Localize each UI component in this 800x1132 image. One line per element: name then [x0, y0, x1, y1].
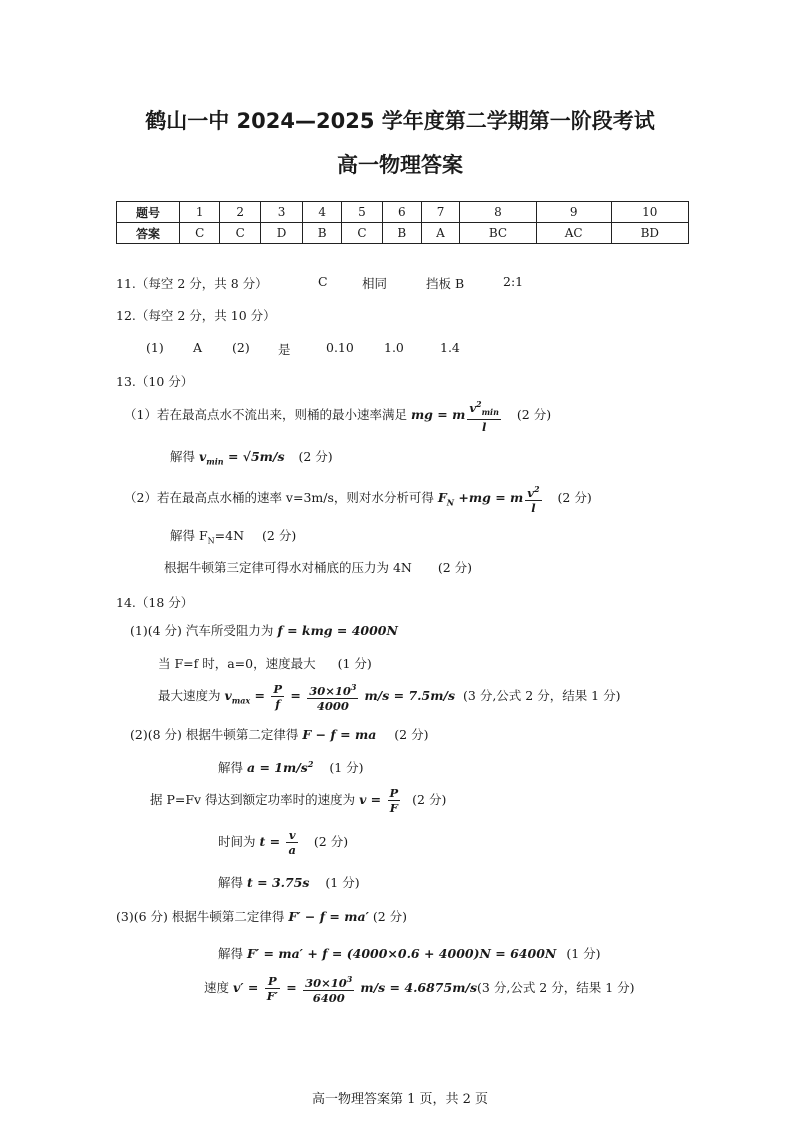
table-cell: 10	[611, 202, 688, 223]
q14-p1-result: m/s = 7.5m/s	[364, 687, 456, 703]
table-cell: BC	[460, 223, 536, 244]
q14-p2-line-2-score: (1 分)	[329, 760, 364, 775]
table-cell: C	[180, 223, 220, 244]
q12-answer-5: 1.4	[440, 340, 460, 355]
table-cell: 2	[220, 202, 260, 223]
fraction-denominator: l	[531, 500, 536, 515]
q13-p2-third-law: 根据牛顿第三定律可得水对桶底的压力为 4N (2 分)	[164, 560, 473, 575]
q13-p1-solution: 解得 $v_{min} = √5m/s$ (2 分)	[170, 449, 333, 467]
q13-p1-solution-score: (2 分)	[298, 449, 333, 464]
q12-heading: 12.（每空 2 分，共 10 分）	[116, 308, 276, 323]
q11-answer-2: 相同	[362, 276, 388, 291]
q12-answer-1: A	[193, 340, 203, 355]
q14-p1-line-3-score: (3 分,公式 2 分，结果 1 分)	[463, 687, 621, 703]
q13-p1-text: （1）若在最高点水不流出来，则桶的最小速率满足	[124, 407, 407, 423]
q13-p2-solution: 解得 $F_N=4N$ (2 分)	[170, 528, 297, 546]
table-cell: 1	[180, 202, 220, 223]
q14-p1-line-3: 最大速度为 $v_{max}$ = $\frac{P}{f}$ = $\frac{30\times 10^3}{4000}$ m/s = 7.5m/s (3 分,公式 2 分，结果 1 分)	[158, 681, 621, 713]
fraction-numerator: $v^2_{min}$	[467, 397, 501, 420]
table-cell: A	[421, 223, 459, 244]
q14-p2-line-4-score: (2 分)	[313, 834, 349, 849]
table-cell: 3	[260, 202, 302, 223]
q14-p3-line-3-score: (3 分,公式 2 分，结果 1 分)	[477, 979, 635, 995]
table-cell: 7	[421, 202, 459, 223]
q14-part-2: (2)(8 分) 根据牛顿第二定律得 F − f = ma (2 分)	[130, 727, 429, 742]
q14-p2-line-5-score: (1 分)	[325, 875, 360, 890]
q13-p1-solution-eq: $v_{min} = √5m/s$	[199, 449, 285, 467]
q12-answer-2: 是	[278, 342, 291, 357]
q14-p2-line-3: 据 P=Fv 得达到额定功率时的速度为 v = $\frac{P}{F}$ (2 分)	[150, 786, 447, 815]
table-cell: D	[260, 223, 302, 244]
q14-p2-line-5: 解得 t = 3.75s (1 分)	[218, 875, 360, 890]
table-cell: B	[303, 223, 342, 244]
q14-p1-vmax: $v_{max}$ =	[224, 687, 270, 706]
fraction-denominator: l	[481, 420, 487, 435]
table-header-cell: 答案	[117, 223, 180, 244]
q14-p2-equation: F − f = ma	[302, 727, 377, 742]
q14-p1-fraction-1: $\frac{P}{f}$	[273, 681, 283, 711]
q13-p2-solution-score: (2 分)	[262, 528, 297, 543]
answer-table	[116, 201, 689, 244]
page-subtitle: 高一物理答案	[337, 153, 463, 177]
q13-p1-fraction	[467, 397, 501, 434]
q13-p2-third-score: (2 分)	[437, 560, 473, 575]
table-cell: C	[342, 223, 382, 244]
q13-p2-text: （2）若在最高点水桶的速率 v=3m/s，则对水分析可得	[124, 489, 434, 505]
q14-p3-line-2-score: (1 分)	[566, 946, 601, 961]
table-header-cell: 题号	[117, 202, 180, 223]
q14-p3-line-3: 速度 v′ = $\frac{P}{F'}$ = $\frac{30\times 10^3}{6400}$ m/s = 4.6875m/s(3 分,公式 2 分，结果 1 分)	[204, 973, 635, 1005]
q14-p1-fraction-2: $\frac{30\times 10^3}{4000}$	[309, 682, 357, 713]
q14-p2-line-3-score: (2 分)	[412, 792, 447, 807]
table-cell: BD	[611, 223, 688, 244]
q14-p2-score: (2 分)	[394, 727, 429, 742]
table-cell: 6	[382, 202, 421, 223]
page-footer: 高一物理答案第 1 页，共 2 页	[311, 1092, 489, 1107]
q14-p3-score: (2 分)	[372, 909, 408, 924]
q14-p2-accel: $a = 1m/s^2$	[247, 758, 314, 775]
q12-part-1: (1)	[146, 340, 164, 355]
q14-p1-line-2-score: (1 分)	[337, 656, 372, 671]
q14-p3-line-2: 解得 F′ = ma′ + f = (4000×0.6 + 4000)N = 6400N (1 分)	[218, 946, 601, 961]
q11-answer-4: 2:1	[503, 274, 524, 289]
q14-heading: 14.（18 分）	[116, 595, 194, 610]
q11-answer-3: 挡板 B	[426, 276, 465, 291]
q13-p2-equation: $F_N +mg = m$	[437, 489, 524, 508]
table-cell: AC	[536, 223, 611, 244]
table-row	[117, 223, 689, 244]
table-cell: 9	[536, 202, 611, 223]
q12-answer-4: 1.0	[384, 340, 404, 355]
q11-answer-1: C	[318, 274, 328, 289]
q14-p3-fraction-2: $\frac{30\times 10^3}{6400}$	[305, 974, 353, 1005]
q11-heading: 11.（每空 2 分，共 8 分）	[116, 276, 268, 291]
q14-p3-equation: F′ − f = ma′	[288, 909, 369, 924]
q14-p2-line-4: 时间为 t = $\frac{v}{a}$ (2 分)	[218, 828, 349, 857]
q14-p1-equation: f = kmg = 4000N	[277, 623, 398, 638]
q14-part-3: (3)(6 分) 根据牛顿第二定律得 F′ − f = ma′ (2 分)	[116, 909, 408, 924]
table-cell: 5	[342, 202, 382, 223]
q13-p1-score: (2 分)	[516, 407, 552, 423]
q13-heading: 13.（10 分）	[116, 374, 194, 389]
table-cell: B	[382, 223, 421, 244]
q13-part-1	[124, 397, 551, 434]
q13-part-2	[124, 482, 592, 515]
q14-p1-line-2: 当 F=f 时，a=0，速度最大 (1 分)	[158, 656, 372, 671]
q14-p2-line-2: 解得 $a = 1m/s^2$ (1 分)	[218, 758, 364, 775]
fraction-numerator: $v^2$	[527, 484, 540, 500]
q14-p2-fraction-va: $\frac{v}{a}$	[288, 828, 296, 857]
q14-p2-fraction-pf: $\frac{P}{F}$	[389, 786, 399, 815]
q13-p2-score: (2 分)	[557, 489, 592, 505]
q14-part-1: (1)(4 分) 汽车所受阻力为 f = kmg = 4000N	[130, 623, 398, 638]
q13-p1-equation: mg = m	[410, 407, 466, 423]
table-cell: 8	[460, 202, 536, 223]
q14-p3-fraction-1: $\frac{P}{F'}$	[266, 973, 278, 1003]
table-row	[117, 202, 689, 223]
page-title: 鹤山一中 2024—2025 学年度第二学期第一阶段考试	[145, 109, 655, 133]
table-cell: 4	[303, 202, 342, 223]
table-cell: C	[220, 223, 260, 244]
q12-answer-3: 0.10	[326, 340, 354, 355]
q13-p2-fraction	[525, 482, 541, 515]
q12-part-2: (2)	[232, 340, 250, 355]
